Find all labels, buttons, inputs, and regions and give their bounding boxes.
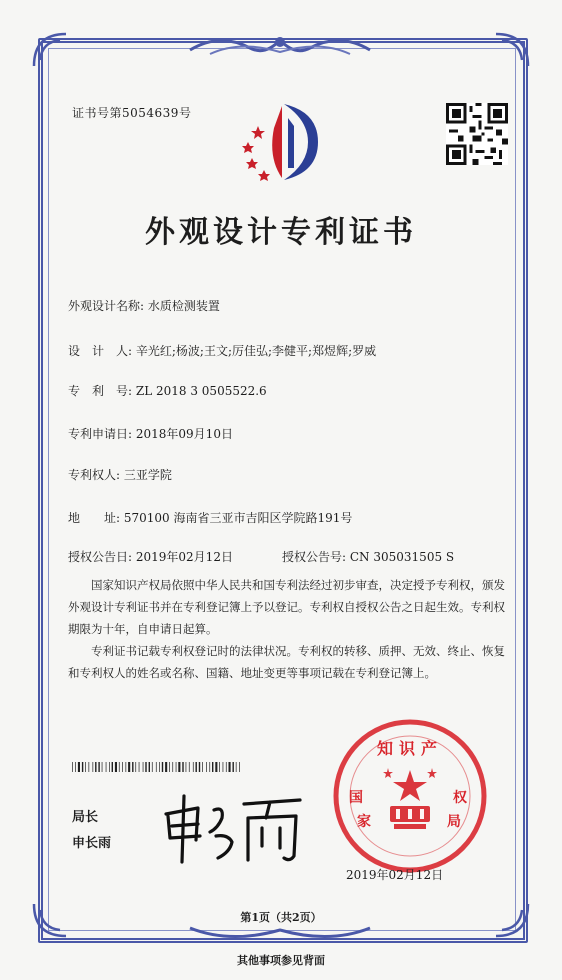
svg-text:家: 家 xyxy=(357,814,371,830)
barcode-icon xyxy=(72,762,244,772)
official-seal-icon xyxy=(330,716,490,876)
field-value: 570100 海南省三亚市吉阳区学院路191号 xyxy=(123,511,353,525)
page-indicator: 第1页（共2页） xyxy=(240,911,322,924)
field-label: 地 址: xyxy=(68,511,121,525)
corner-ornament xyxy=(492,30,532,70)
field-value: 辛光红;杨波;王文;厉佳弘;李健平;郑煜辉;罗威 xyxy=(135,344,377,358)
field-patent-number xyxy=(68,382,267,399)
field-label: 专利权人: xyxy=(68,468,121,482)
field-address xyxy=(68,509,352,526)
grant-statement-paragraph: 国家知识产权局依照中华人民共和国专利法经过初步审查，决定授予专利权，颁发外观设计专利证书并在专利登记簿上予以登记。专利权自授权公告之日起生效。专利权期限为十年，自申请日起算。 xyxy=(68,578,505,636)
signatory-block xyxy=(72,805,111,857)
field-label: 授权公告日: xyxy=(68,550,133,564)
top-ornament xyxy=(180,30,380,64)
footer-note: 其他事项参见背面 xyxy=(237,954,325,967)
field-label: 专利申请日: xyxy=(68,427,133,441)
field-label: 设 计 人: xyxy=(68,344,133,358)
field-label: 外观设计名称: xyxy=(68,299,145,313)
legal-status-paragraph: 专利证书记载专利权登记时的法律状况。专利权的转移、质押、无效、终止、恢复和专利权人的姓名或名称、国籍、地址变更等事项记载在专利登记簿上。 xyxy=(68,644,505,680)
field-value: 2018年09月10日 xyxy=(135,427,233,441)
signatory-name: 申长雨 xyxy=(72,836,112,851)
svg-text:国: 国 xyxy=(349,790,363,806)
field-value: 三亚学院 xyxy=(123,468,172,482)
field-value: ZL 2018 3 0505522.6 xyxy=(135,384,267,398)
field-label: 专 利 号: xyxy=(68,384,133,398)
svg-text:权: 权 xyxy=(453,790,467,806)
certificate-number: 证书号第5054639号 xyxy=(72,106,192,120)
field-label: 授权公告号: xyxy=(282,550,347,564)
corner-ornament xyxy=(30,30,70,70)
seal-date: 2019年02月12日 xyxy=(346,868,444,882)
field-grant-date xyxy=(68,548,233,565)
field-application-date xyxy=(68,425,233,442)
signatory-title: 局长 xyxy=(72,810,99,825)
field-patentee xyxy=(68,466,172,483)
handwritten-signature xyxy=(158,788,308,868)
field-value: 2019年02月12日 xyxy=(135,550,233,564)
patent-emblem-icon xyxy=(238,98,324,186)
field-designers xyxy=(68,342,376,359)
field-design-name xyxy=(68,297,220,314)
seal-lettering: 知识产 xyxy=(376,739,444,758)
qr-code-icon xyxy=(446,103,508,165)
field-grant-number xyxy=(282,548,454,565)
field-value: CN 305031505 S xyxy=(349,550,455,564)
svg-text:局: 局 xyxy=(447,814,461,830)
field-value: 水质检测装置 xyxy=(147,299,220,313)
certificate-title: 外观设计专利证书 xyxy=(145,215,417,250)
